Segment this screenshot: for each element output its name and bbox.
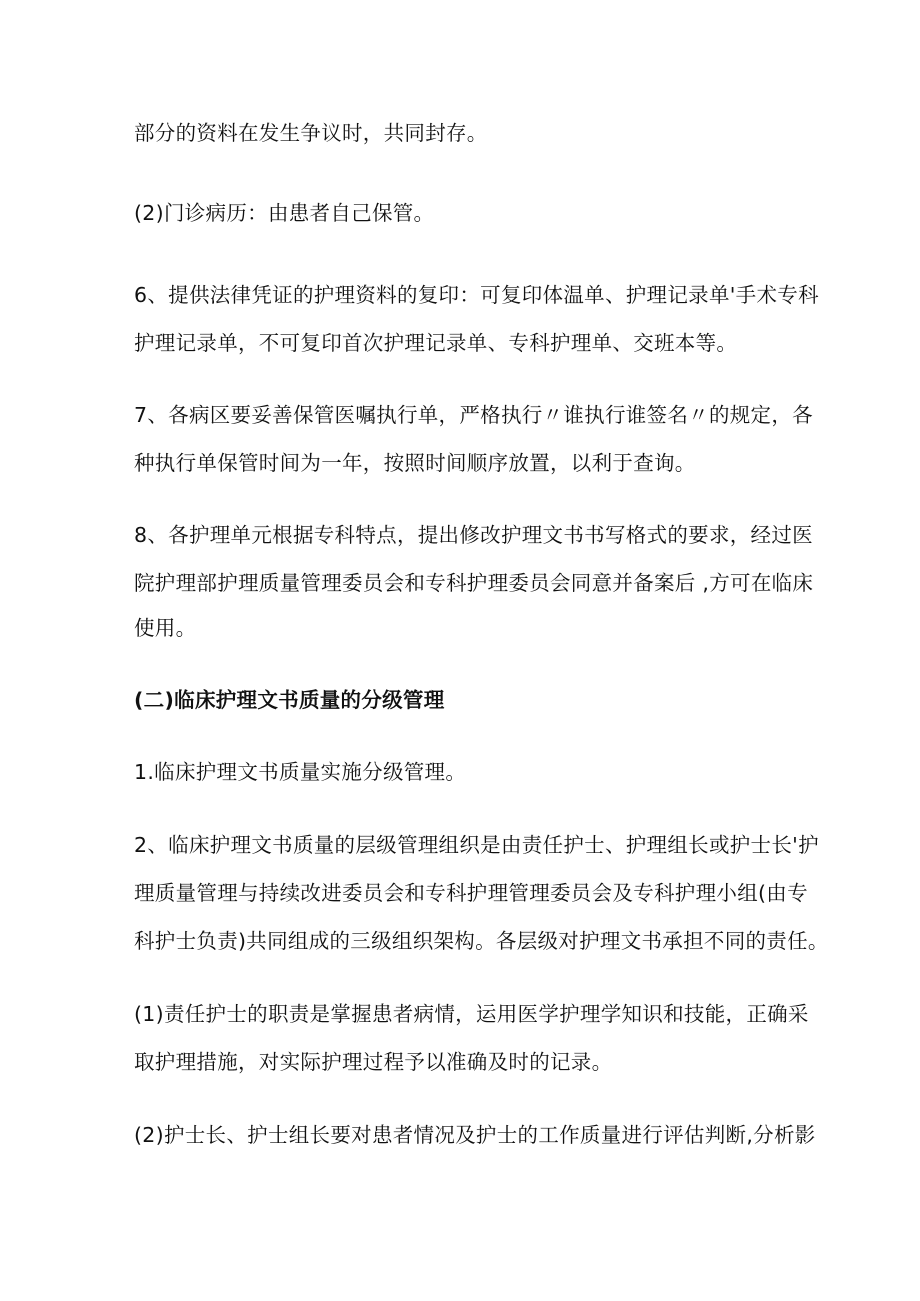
paragraph-line: 6、提供法律凭证的护理资料的复印：可复印体温单、护理记录单'手术专科: [134, 283, 819, 307]
paragraph-line: 护理记录单，不可复印首次护理记录单、专科护理单、交班本等。: [134, 331, 738, 355]
section-heading: (二)临床护理文书质量的分级管理: [134, 688, 445, 712]
paragraph-line: (1)责任护士的职责是掌握患者病情，运用医学护理学知识和技能，正确采: [134, 1002, 809, 1026]
paragraph-line: (2)护士长、护士组长要对患者情况及护士的工作质量进行评估判断,分析影: [134, 1123, 816, 1147]
paragraph-line: (2)门诊病历：由患者自己保管。: [134, 201, 435, 225]
paragraph-line: 2、临床护理文书质量的层级管理组织是由责任护士、护理组长或护士长'护: [134, 833, 819, 857]
paragraph-line: 8、各护理单元根据专科特点，提出修改护理文书书写格式的要求，经过医: [134, 523, 813, 547]
paragraph-line: 科护士负责)共同组成的三级组织架构。各层级对护理文书承担不同的责任。: [134, 929, 829, 953]
paragraph-line: 使用。: [134, 616, 197, 640]
paragraph-line: 7、各病区要妥善保管医嘱执行单，严格执行〃谁执行谁签名〃的规定，各: [134, 403, 813, 427]
paragraph-line: 种执行单保管时间为一年，按照时间顺序放置，以利于查询。: [134, 451, 696, 475]
paragraph-line: 部分的资料在发生争议时，共同封存。: [134, 121, 488, 145]
paragraph-line: 理质量管理与持续改进委员会和专科护理管理委员会及专科护理小组(由专: [134, 881, 808, 905]
paragraph-line: 院护理部护理质量管理委员会和专科护理委员会同意并备案后 ,方可在临床: [134, 571, 814, 595]
paragraph-line: 取护理措施，对实际护理过程予以准确及时的记录。: [134, 1050, 613, 1074]
paragraph-line: 1.临床护理文书质量实施分级管理。: [134, 760, 467, 784]
